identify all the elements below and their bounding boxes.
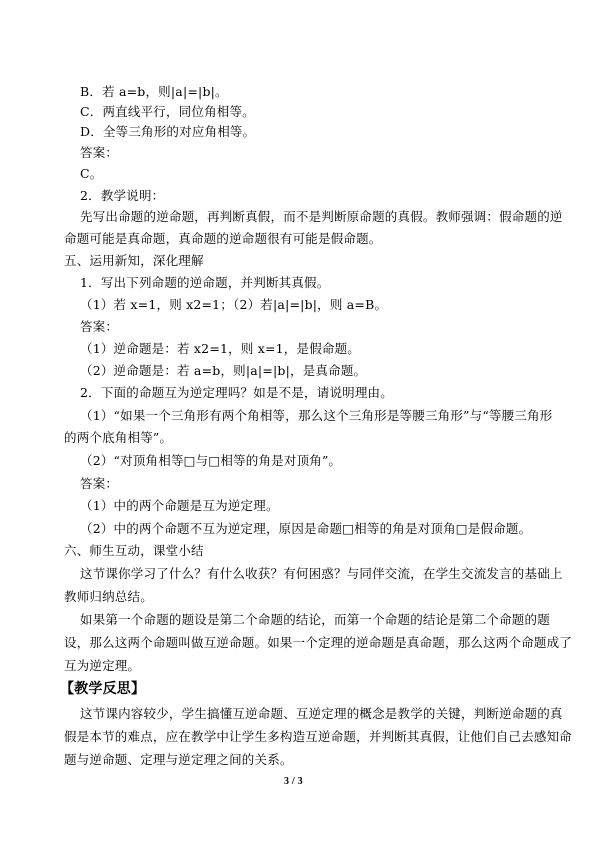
exercise-line: 的两个底角相等”。 xyxy=(64,430,173,445)
exercise-line: 2．下面的命题互为逆定理吗？如是不是，请说明理由。 xyxy=(80,385,393,400)
summary-line: 这节课你学习了什么？有什么收获？有何困惑？与同伴交流，在学生交流发言的基础上 xyxy=(80,566,563,581)
reflection-line: 这节课内容较少，学生搞懂互逆命题、互逆定理的概念是教学的关键，判断逆命题的真 xyxy=(80,706,563,721)
teaching-note-line: 命题可能是真命题，真命题的逆命题很有可能是假命题。 xyxy=(64,231,382,246)
exercise-line: （1）若 x=1，则 x2=1；（2）若|a|=|b|，则 a=B。 xyxy=(80,297,388,312)
exercise-line: 1．写出下列命题的逆命题，并判断其真假。 xyxy=(80,275,330,290)
exercise-line: （2）“对顶角相等□与□相等的角是对顶角”。 xyxy=(80,453,342,468)
section-heading: 六、师生互动，课堂小结 xyxy=(64,543,204,558)
summary-line: 教师归纳总结。 xyxy=(64,589,153,604)
option-b: B．若 a=b，则|a|=|b|。 xyxy=(80,84,228,99)
exercise-line: （1）“如果一个三角形有两个角相等，那么这个三角形是等腰三角形”与“等腰三角形 xyxy=(80,408,553,423)
reflection-heading: 【教学反思】 xyxy=(60,681,146,697)
option-d: D．全等三角形的对应角相等。 xyxy=(80,124,256,139)
answer-label: 答案： xyxy=(80,319,119,334)
answer-line: （1）逆命题是：若 x2=1，则 x=1，是假命题。 xyxy=(80,341,361,356)
answer-value: C。 xyxy=(80,166,103,181)
reflection-line: 假是本节的难点，应在教学中让学生多构造互逆命题，并判断其真假，让他们自己去感知命 xyxy=(64,729,573,744)
answer-line: （2）中的两个命题不互为逆定理，原因是命题□相等的角是对顶角□是假命题。 xyxy=(80,521,532,536)
section-heading: 五、运用新知，深化理解 xyxy=(64,253,204,268)
page-number: 3 / 3 xyxy=(284,776,303,787)
answer-label: 答案： xyxy=(80,145,119,160)
summary-line: 设，那么这两个命题叫做互逆命题。如果一个定理的逆命题是真命题，那么这两个命题成了 xyxy=(64,635,573,650)
answer-label: 答案： xyxy=(80,476,119,491)
answer-line: （2）逆命题是：若 a=b，则|a|=|b|，是真命题。 xyxy=(80,363,367,378)
reflection-line: 题与逆命题、定理与逆定理之间的关系。 xyxy=(64,752,293,767)
answer-line: （1）中的两个命题是互为逆定理。 xyxy=(80,498,279,513)
summary-line: 互为逆定理。 xyxy=(64,658,141,673)
teaching-note-heading: 2．教学说明： xyxy=(80,188,165,203)
option-c: C．两直线平行，同位角相等。 xyxy=(80,104,255,119)
teaching-note-line: 先写出命题的逆命题，再判断真假，而不是判断原命题的真假。教师强调：假命题的逆 xyxy=(80,209,563,224)
summary-line: 如果第一个命题的题设是第二个命题的结论，而第一个命题的结论是第二个命题的题 xyxy=(80,612,550,627)
